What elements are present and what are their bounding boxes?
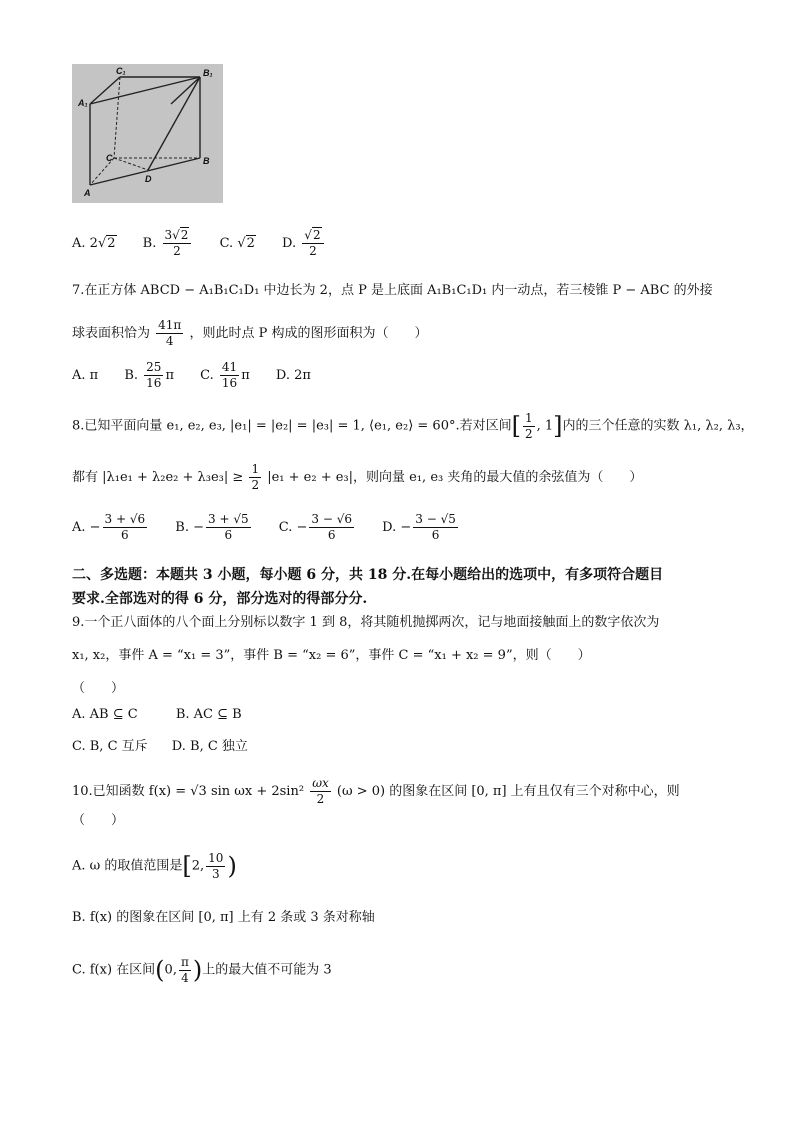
q9-options-row1 (72, 705, 734, 725)
q10-option-a[interactable]: A. ω 的取值范围是[2, $\frac{10}{3}$ ) (72, 850, 237, 881)
q10-option-c[interactable]: C. f(x) 在区间(0, $\frac{\pi}{4}$ )上的最大值不可能为 3 (72, 954, 332, 985)
cube-figure (72, 64, 223, 203)
section2-heading-line1: 二、多选题：本题共 3 小题，每小题 6 分，共 18 分.在每小题给出的选项中，有多项符合题目 (72, 567, 664, 583)
label-a: A (84, 188, 91, 198)
q8-option-c[interactable]: C. − $\frac{3 - √6}{6}$ (278, 512, 353, 542)
q8-option-d[interactable]: D. − $\frac{3 - √5}{6}$ (382, 512, 456, 542)
q7-option-c[interactable]: C. $\frac{41}{16}$ π (200, 360, 250, 390)
q8-option-a[interactable]: A. − $\frac{3 + √6}{6}$ (72, 512, 146, 542)
q9-option-c[interactable]: C. B, C 互斥 (72, 739, 148, 754)
q8-stem-line1: 8.已知平面向量 e₁, e₂, e₃, |e₁| = |e₂| = |e₃| = 1, ⟨e₁, e₂⟩ = 60°.若对区间[ $\frac{1}{2}$ , 1]内的三个任意的实数 λ₁, λ₂, λ₃， (72, 410, 754, 441)
section2-heading-line2: 要求.全部选对的得 6 分，部分选对的得部分分. (72, 591, 368, 607)
q10-stem-line2: （ ） (72, 813, 125, 828)
q6-option-a[interactable]: A. 2√2 (72, 236, 116, 251)
cube-diagram (72, 64, 223, 203)
label-b: B (203, 156, 210, 166)
q9-option-d[interactable]: D. B, C 独立 (171, 739, 248, 754)
q7-fraction: $\frac{41\pi}{4}$ (158, 318, 182, 348)
q9-stem-line2: x₁, x₂，事件 A = “x₁ = 3”，事件 B = “x₂ = 6”，事件 C = “x₁ + x₂ = 9”，则（ ） (72, 648, 591, 663)
q6-option-b[interactable]: B. $\frac{3√2}{2}$ (143, 228, 194, 259)
q7-stem-line1: 7.在正方体 ABCD − A₁B₁C₁D₁ 中边长为 2，点 P 是上底面 A₁B₁C₁D₁ 内一动点，若三棱锥 P − ABC 的外接 (72, 283, 713, 298)
q6-options (72, 228, 734, 259)
q8-options (72, 512, 734, 544)
label-c: C (106, 153, 113, 163)
q7-option-b[interactable]: B. $\frac{25}{16}$ π (124, 360, 174, 390)
q7-stem-line2: 球表面积恰为 $\frac{41\pi}{4}$ ，则此时点 P 构成的图形面积为（ ） (72, 318, 428, 348)
q9-option-b[interactable]: B. AC ⊆ B (175, 707, 242, 722)
label-b1: B₁ (203, 68, 213, 78)
q7-option-a[interactable]: A. π (72, 368, 99, 383)
q7-options (72, 360, 734, 391)
label-c1: C₁ (116, 66, 126, 76)
q10-stem-line1: 10.已知函数 f(x) = √3 sin ωx + 2sin² $\frac{\omega x}{2}$ (ω > 0) 的图象在区间 [0, π] 上有且仅有三个对称中心，则 (72, 776, 680, 806)
q9-option-a[interactable]: A. AB ⊆ C (72, 707, 138, 722)
label-d: D (145, 174, 152, 184)
q9-stem-line1: 9.一个正八面体的八个面上分别标以数字 1 到 8，将其随机抛掷两次，记与地面接触面上的数字依次为 (72, 615, 660, 630)
q6-b-fraction: $\frac{3√2}{2}$ (163, 228, 192, 259)
label-a1: A₁ (78, 98, 88, 108)
q6-option-c[interactable]: C. √2 (219, 236, 255, 251)
q8-stem-line2: 都有 |λ₁e₁ + λ₂e₂ + λ₃e₃| ≥ $\frac{1}{2}$ |e₁ + e₂ + e₃|，则向量 e₁, e₃ 夹角的最大值的余弦值为（ ） (72, 462, 643, 492)
q8-option-b[interactable]: B. − $\frac{3 + √5}{6}$ (175, 512, 249, 542)
q6-d-fraction: $\frac{√2}{2}$ (302, 228, 323, 259)
q9-options-row2 (72, 737, 734, 757)
q9-stem-line3: （ ） (72, 681, 125, 696)
q6-option-d[interactable]: D. $\frac{√2}{2}$ (282, 228, 326, 259)
q7-option-d[interactable]: D. 2π (275, 368, 311, 383)
q10-option-b[interactable]: B. f(x) 的图象在区间 [0, π] 上有 2 条或 3 条对称轴 (72, 910, 375, 925)
